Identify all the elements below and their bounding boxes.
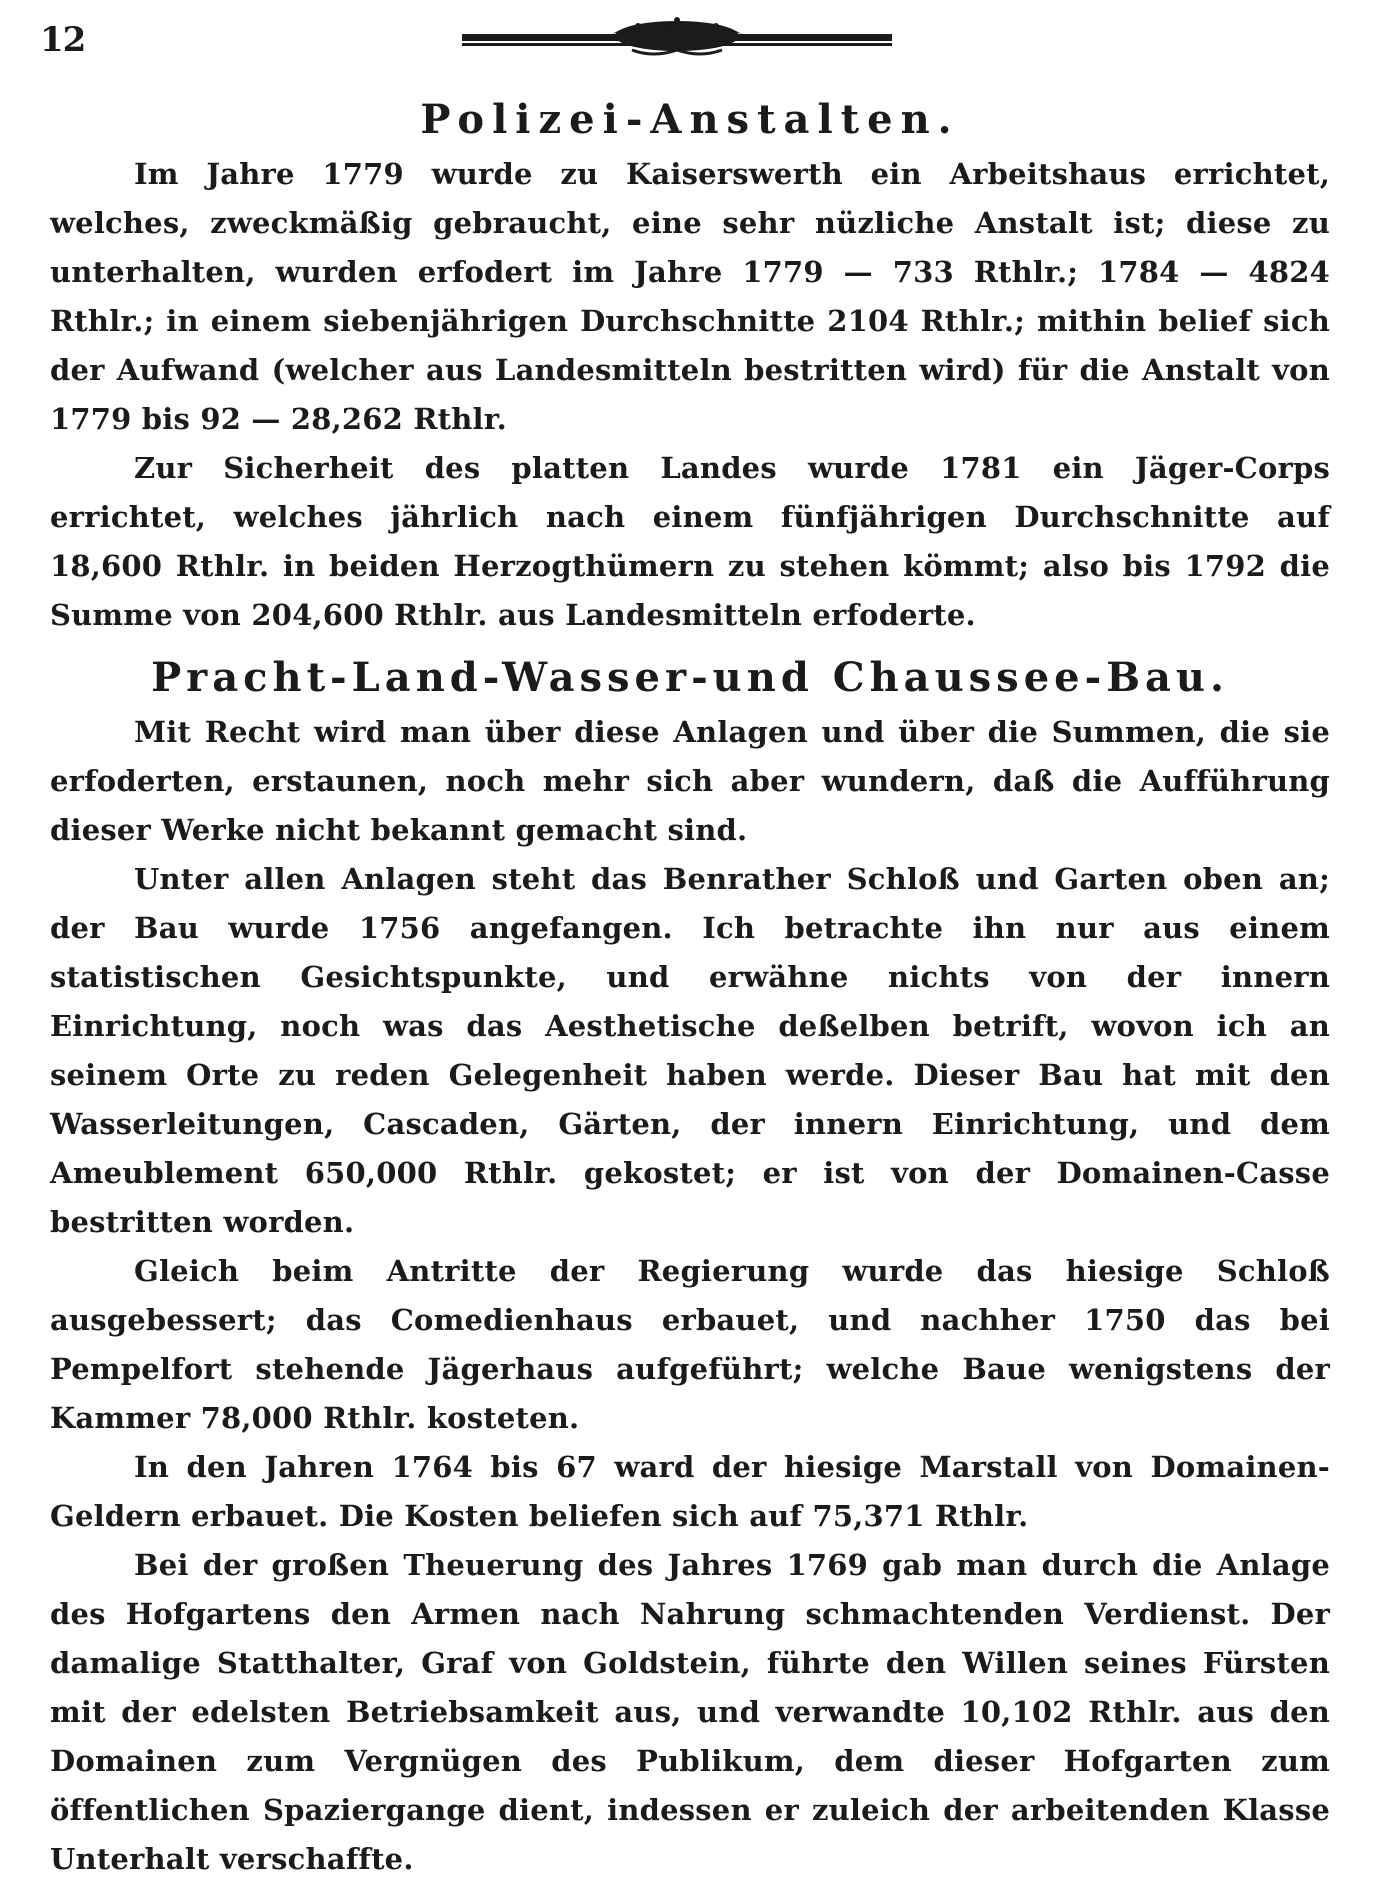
- paragraph: Zur Sicherheit des platten Landes wurde 1781 ein Jäger-Corps errichtet, welches jährlich nach einem fünfjährigen Durchschnitte auf 18,600 Rthlr. in beiden Herzogthümern zu stehen kömmt; also bis 1792 die Summe von 204,600 Rthlr. aus Landesmitteln erfoderte.: [50, 451, 1330, 632]
- paragraph: Unter allen Anlagen steht das Benrather Schloß und Garten oben an; der Bau wurde 1756 angefangen. Ich betrachte ihn nur aus einem statistischen Gesichtspunkte, und erwähne nichts von der innern Einrichtung, noch was das Aesthetische deßelben betrift, wovon ich an seinem Orte zu reden Gelegenheit haben werde. Dieser Bau hat mit den Wasserleitungen, Cascaden, Gärten, der innern Einrichtung, und dem Ameublement 650,000 Rthlr. gekostet; er ist von der Domainen-Casse bestritten worden.: [50, 862, 1330, 1239]
- header-ornament-icon: [462, 14, 892, 58]
- page-number: 12: [40, 20, 86, 60]
- paragraph: Bei der großen Theuerung des Jahres 1769 gab man durch die Anlage des Hofgartens den Armen nach Nahrung schmachtenden Verdienst. Der damalige Statthalter, Graf von Goldstein, führte den Willen seines Fürsten mit der edelsten Betriebsamkeit aus, und verwandte 10,102 Rthlr. aus den Domainen zum Vergnügen des Publikum, dem dieser Hofgarten zum öffentlichen Spaziergange dient, indessen er zuleich der arbeitenden Klasse Unterhalt verschaffte.: [50, 1548, 1330, 1876]
- paragraph: Mit Recht wird man über diese Anlagen und über die Summen, die sie erfoderten, erstaunen, noch mehr sich aber wundern, daß die Aufführung dieser Werke nicht bekannt gemacht sind.: [50, 715, 1330, 847]
- section-heading: Pracht-Land-Wasser-und Chaussee-Bau.: [151, 654, 1229, 701]
- paragraph: Im Jahre 1779 wurde zu Kaiserswerth ein Arbeitshaus errichtet, welches, zweckmäßig gebraucht, eine sehr nüzliche Anstalt ist; diese zu unterhalten, wurden erfodert im Jahre 1779 — 733 Rthlr.; 1784 — 4824 Rthlr.; in einem siebenjährigen Durchschnitte 2104 Rthlr.; mithin belief sich der Aufwand (welcher aus Landesmitteln bestritten wird) für die Anstalt von 1779 bis 92 — 28,262 Rthlr.: [50, 157, 1330, 436]
- page-content: [50, 90, 1330, 1884]
- section-heading: Polizei-Anstalten.: [420, 96, 960, 143]
- paragraph: In den Jahren 1764 bis 67 ward der hiesige Marstall von Domainen-Geldern erbauet. Die Kosten beliefen sich auf 75,371 Rthlr.: [50, 1450, 1330, 1533]
- section-pracht-bau: [50, 648, 1330, 1884]
- section-polizei: [50, 90, 1330, 640]
- paragraph: Gleich beim Antritte der Regierung wurde das hiesige Schloß ausgebessert; das Comedienhaus erbauet, und nachher 1750 das bei Pempelfort stehende Jägerhaus aufgeführt; welche Baue wenigstens der Kammer 78,000 Rthlr. kosteten.: [50, 1254, 1330, 1435]
